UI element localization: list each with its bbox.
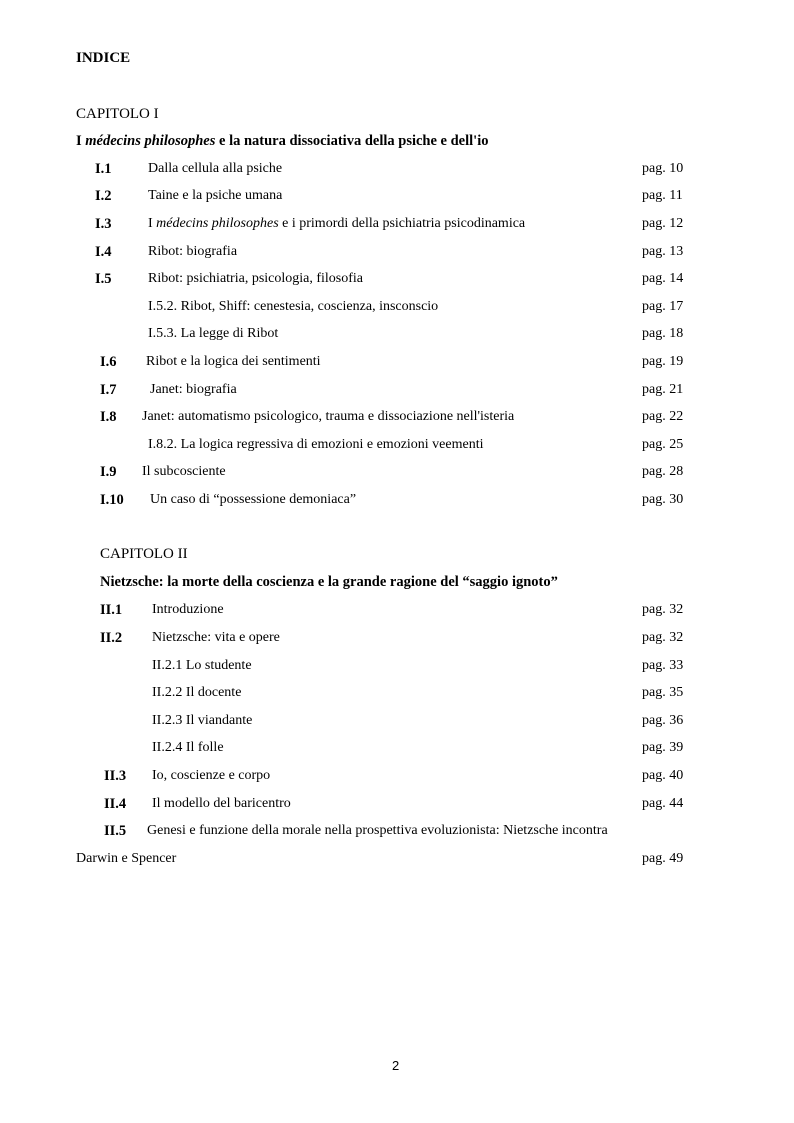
toc-entry-page: pag. 36 [642,713,684,728]
chapter-2-label: CAPITOLO II [100,546,188,562]
toc-entry-title: I médecins philosophes e i primordi della psichiatria psicodinamica [148,216,526,231]
toc-entry-page: pag. 32 [642,602,684,617]
toc-entry-number: I.8 [100,409,117,425]
toc-entry-title: Janet: biografia [150,382,237,397]
toc-entry-title: Ribot: biografia [148,244,238,259]
toc-entry-page: pag. 30 [642,492,684,507]
toc-entry-title: Nietzsche: vita e opere [152,630,280,645]
toc-entry-page: pag. 18 [642,326,684,341]
toc-subentry-title: I.5.2. Ribot, Shiff: cenestesia, coscienza, insconscio [148,299,439,314]
toc-entry-page: pag. 14 [642,271,684,286]
toc-entry-title: Ribot e la logica dei sentimenti [146,354,321,369]
toc-entry-number: I.9 [100,464,117,480]
toc-entry-title: Io, coscienze e corpo [152,768,271,783]
toc-entry-number: I.3 [95,216,112,232]
toc-entry-number: I.1 [95,161,112,177]
toc-entry-number: II.4 [104,796,127,812]
toc-entry-page: pag. 17 [642,299,684,314]
toc-entry-page: pag. 33 [642,658,684,673]
toc-entry-page: pag. 32 [642,630,684,645]
toc-entry-number: II.1 [100,602,123,618]
toc-entry-page: pag. 40 [642,768,684,783]
toc-entry-page: pag. 25 [642,437,684,452]
toc-entry-number: II.2 [100,630,123,646]
page-number: 2 [392,1058,400,1073]
toc-entry-title: Introduzione [152,602,224,617]
toc-subentry-title: II.2.1 Lo studente [152,658,252,673]
toc-entry-number: I.4 [95,244,112,260]
toc-entry-number: I.10 [100,492,124,508]
toc-entry-number: I.2 [95,188,112,204]
toc-entry-title: Un caso di “possessione demoniaca” [150,492,357,507]
toc-subentry-title: II.2.3 Il viandante [152,713,253,728]
toc-entry-title: Janet: automatismo psicologico, trauma e dissociazione nell'isteria [142,409,515,424]
toc-entry-page: pag. 28 [642,464,684,479]
toc-entry-page: pag. 49 [642,851,684,866]
index-title: INDICE [76,50,131,66]
toc-entry-page: pag. 11 [642,188,683,203]
toc-entry-number: I.5 [95,271,112,287]
chapter-1-label: CAPITOLO I [76,106,159,122]
toc-subentry-title: I.5.3. La legge di Ribot [148,326,279,341]
chapter-2-subtitle: Nietzsche: la morte della coscienza e la grande ragione del “saggio ignoto” [100,574,558,590]
toc-entry-title: Taine e la psiche umana [148,188,283,203]
toc-entry-page: pag. 13 [642,244,684,259]
toc-entry-title: Il modello del baricentro [152,796,291,811]
toc-subentry-title: II.2.4 Il folle [152,740,224,755]
toc-entry-title-continued: Darwin e Spencer [76,851,177,866]
toc-entry-page: pag. 21 [642,382,684,397]
toc-entry-title: Il subcosciente [142,464,226,479]
toc-subentry-title: II.2.2 Il docente [152,685,242,700]
toc-entry-page: pag. 19 [642,354,684,369]
toc-entry-page: pag. 44 [642,796,684,811]
toc-entry-page: pag. 12 [642,216,684,231]
toc-entry-page: pag. 35 [642,685,684,700]
toc-entry-number: II.3 [104,768,127,784]
chapter-1-subtitle: I médecins philosophes e la natura dissociativa della psiche e dell'io [76,133,489,149]
toc-entry-title: Dalla cellula alla psiche [148,161,283,176]
toc-entry-page: pag. 22 [642,409,684,424]
toc-entry-number: II.5 [104,823,127,839]
toc-entry-title: Genesi e funzione della morale nella prospettiva evoluzionista: Nietzsche incontra [147,823,608,838]
toc-entry-page: pag. 39 [642,740,684,755]
toc-entry-number: I.6 [100,354,117,370]
toc-entry-page: pag. 10 [642,161,684,176]
toc-subentry-title: I.8.2. La logica regressiva di emozioni e emozioni veementi [148,437,484,452]
toc-entry-title: Ribot: psichiatria, psicologia, filosofia [148,271,364,286]
toc-entry-number: I.7 [100,382,117,398]
